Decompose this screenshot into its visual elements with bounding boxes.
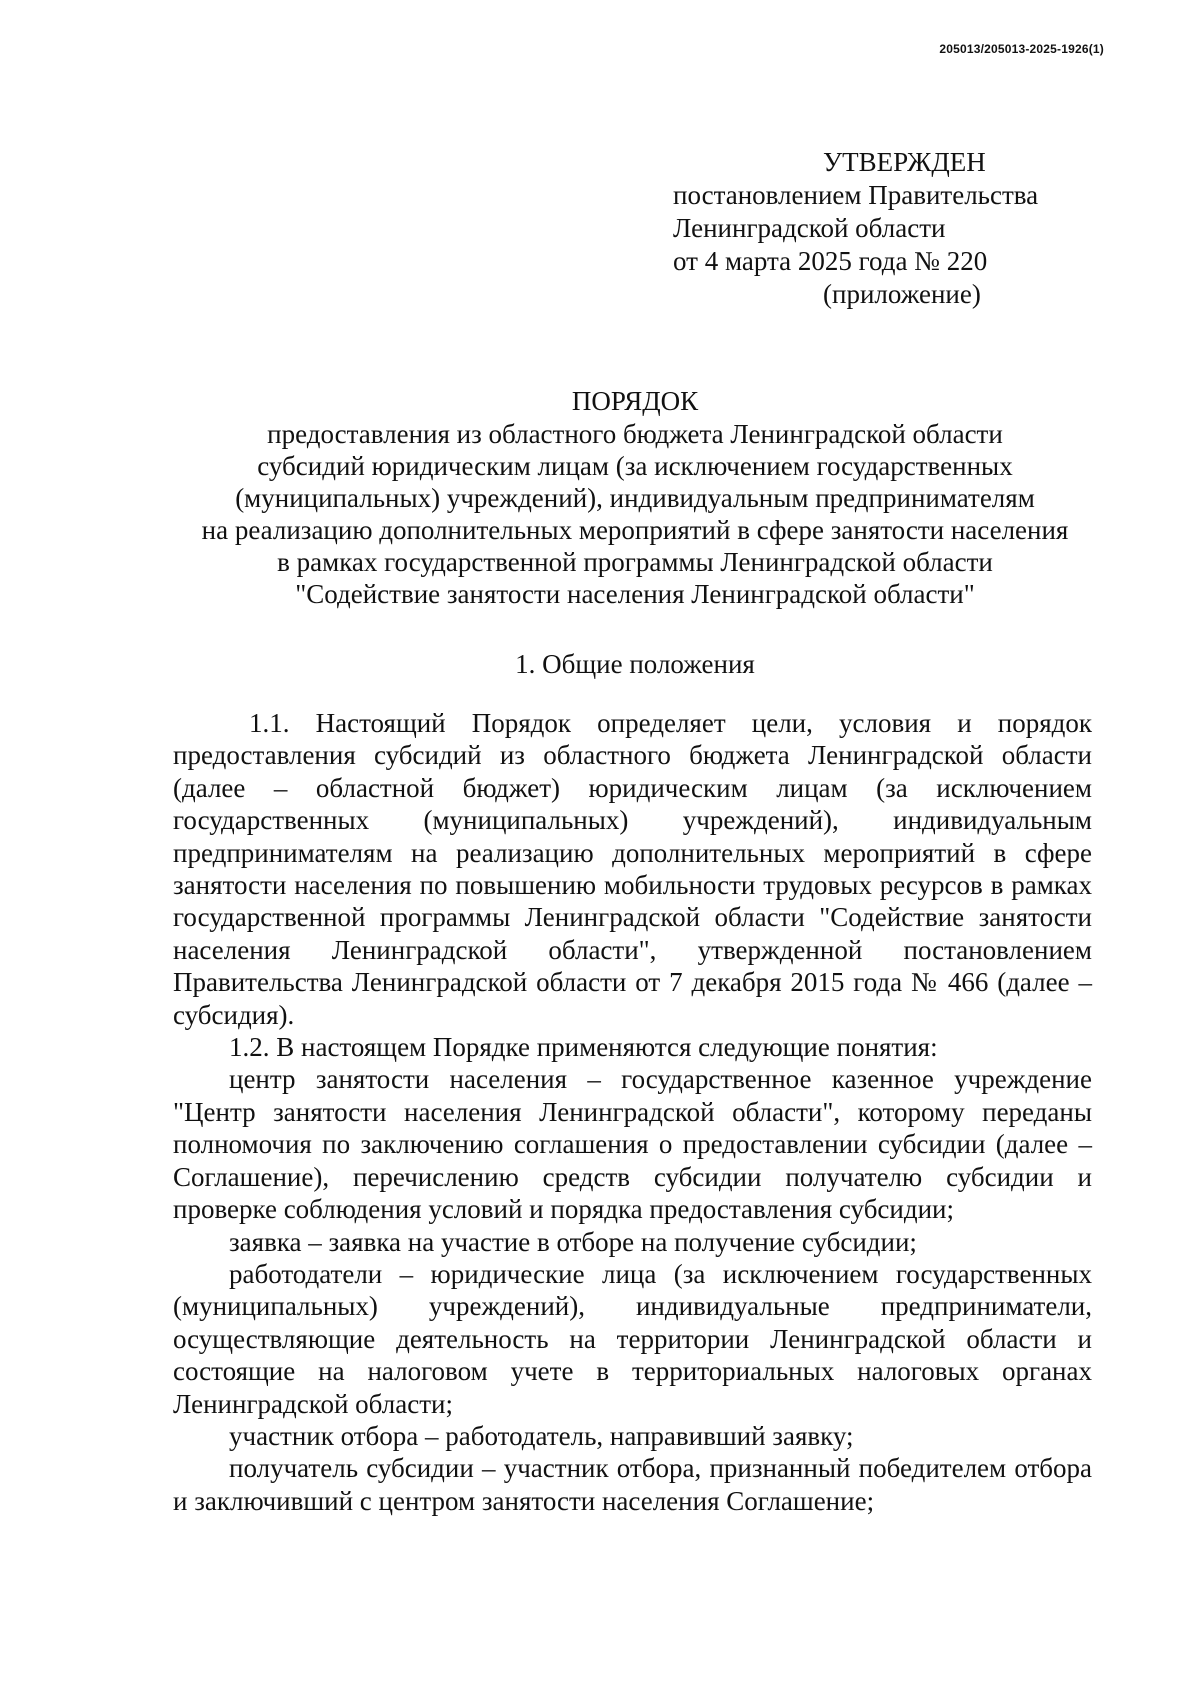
approval-line-4: (приложение) [823, 279, 981, 309]
title-line-2: субсидий юридическим лицам (за исключением государственных [257, 451, 1013, 481]
title-line-5: в рамках государственной программы Ленинградской области [277, 547, 993, 577]
approval-heading: УТВЕРЖДЕН [823, 147, 986, 177]
definition-employers: работодатели – юридические лица (за исключением государственных (муниципальных) учреждений), индивидуальные предприниматели, осуществляющие деятельность на территории Ленинградской области и состоящие на налоговом учете в территориальных налоговых органах Ленинградской области; [173, 1258, 1092, 1419]
title-line-4: на реализацию дополнительных мероприятий в сфере занятости населения [201, 515, 1069, 545]
definition-participant: участник отбора – работодатель, направивший заявку; [229, 1420, 854, 1451]
document-body [173, 707, 1092, 1517]
definition-application: заявка – заявка на участие в отборе на получение субсидии; [229, 1226, 917, 1257]
definition-recipient: получатель субсидии – участник отбора, признанный победителем отбора и заключивший с центром занятости населения Соглашение; [173, 1453, 1092, 1516]
document-title [150, 385, 1120, 610]
approval-line-2: Ленинградской области [673, 213, 946, 243]
approval-line-1: постановлением Правительства [673, 180, 1039, 210]
title-main: ПОРЯДОК [571, 386, 699, 416]
title-line-6: "Содействие занятости населения Ленинградской области" [295, 579, 975, 609]
approval-line-3: от 4 марта 2025 года № 220 [673, 246, 988, 276]
approval-stamp [673, 146, 1093, 311]
paragraph-1-1: 1.1. Настоящий Порядок определяет цели, условия и порядок предоставления субсидий из областного бюджета Ленинградской области (далее – областной бюджет) юридическим лицам (за исключением государственных (муниципальных) учреждений), индивидуальным предпринимателям на реализацию дополнительных мероприятий в сфере занятости населения по повышению мобильности трудовых ресурсов в рамках государственной программы Ленинградской области "Содействие занятости населения Ленинградской области", утвержденной постановлением Правительства Ленинградской области от 7 декабря 2015 года № 466 (далее – субсидия). [173, 708, 1092, 1030]
section-heading: 1. Общие положения [515, 649, 755, 679]
title-line-3: (муниципальных) учреждений), индивидуальным предпринимателям [235, 483, 1035, 513]
title-line-1: предоставления из областного бюджета Ленинградской области [267, 419, 1003, 449]
paragraph-1-2: 1.2. В настоящем Порядке применяются следующие понятия: [229, 1032, 938, 1063]
definition-employment-center: центр занятости населения – государственное казенное учреждение "Центр занятости населения Ленинградской области", которому переданы полномочия по заключению соглашения о предоставлении субсидии (далее – Соглашение), перечислению средств субсидии получателю субсидии и проверке соблюдения условий и порядка предоставления субсидии; [173, 1064, 1092, 1225]
document-id: 205013/205013-2025-1926(1) [939, 42, 1104, 56]
